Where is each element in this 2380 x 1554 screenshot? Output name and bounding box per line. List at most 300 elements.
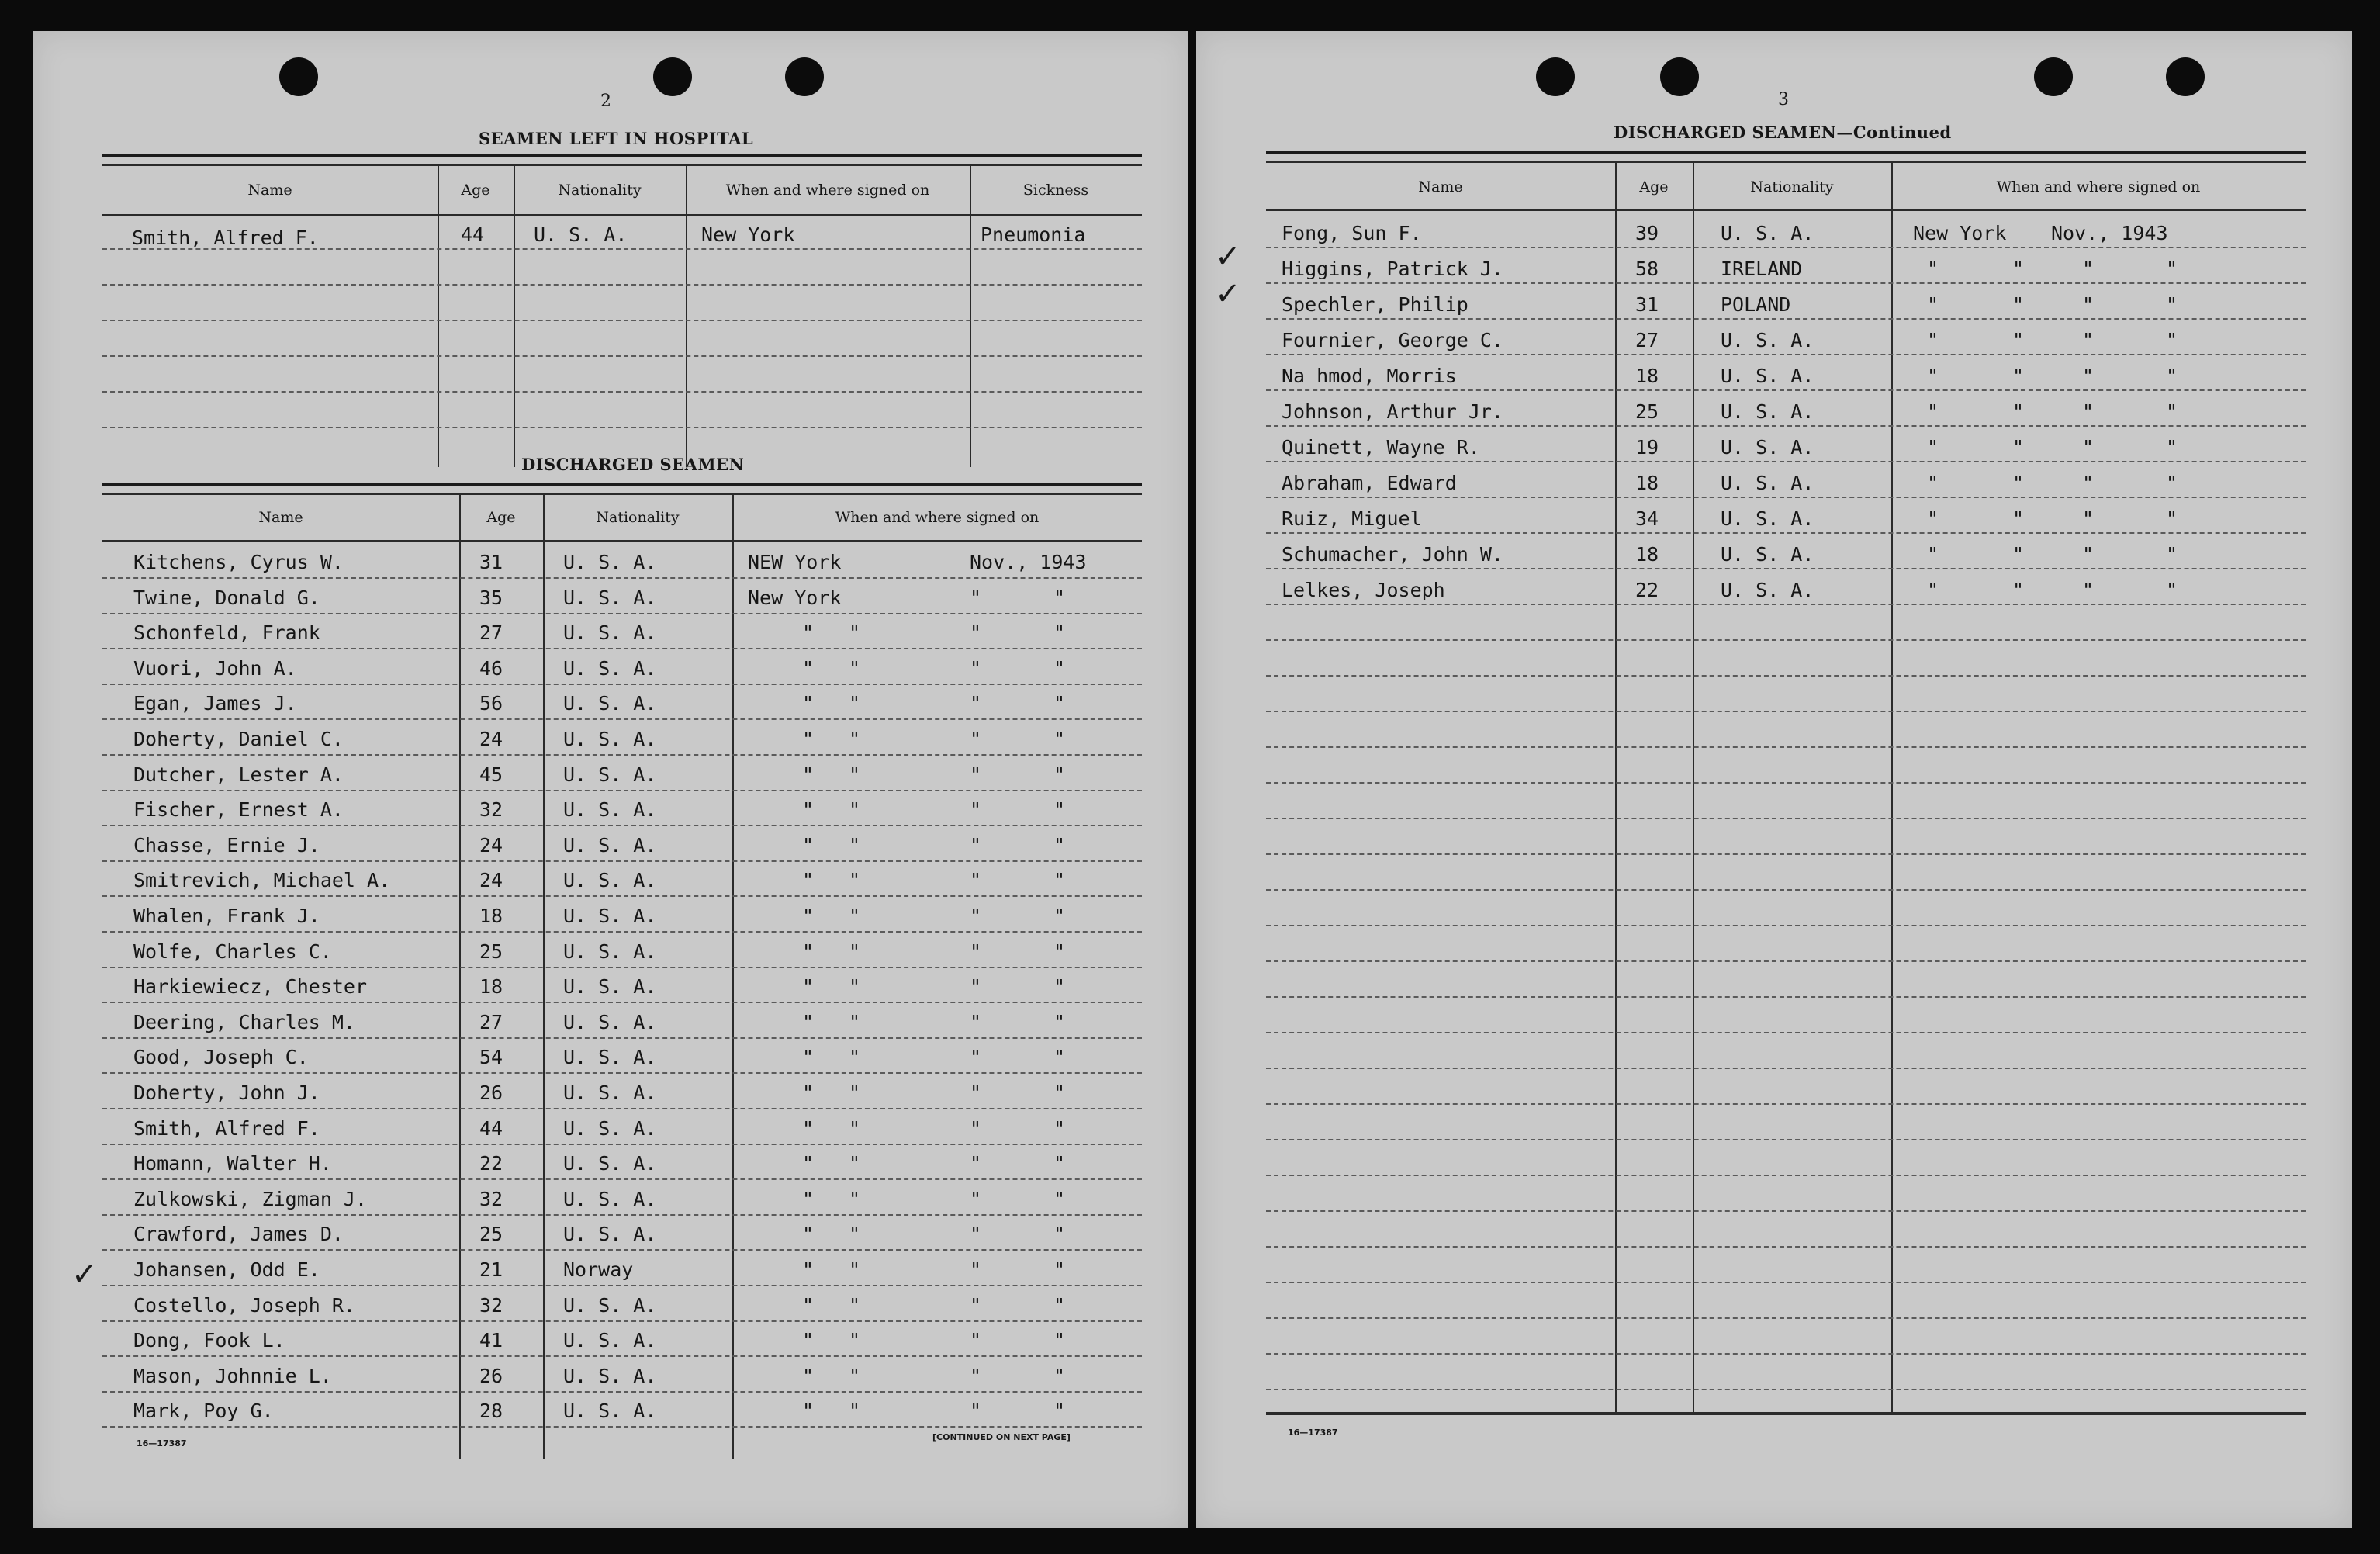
signed-on-entry: ": [970, 833, 982, 857]
seaman-age: 54: [479, 1046, 503, 1069]
seaman-age: 24: [479, 869, 503, 892]
signed-on-entry: ": [2082, 258, 2095, 280]
table-header-rule: [102, 493, 1142, 495]
row-line: [102, 1178, 1142, 1180]
header-name: Name: [247, 182, 292, 199]
row-line: [1266, 247, 2306, 248]
seaman-nationality: U. S. A.: [563, 586, 657, 609]
signed-on-entry: ": [1927, 507, 1939, 530]
seaman-age: 18: [1635, 543, 1659, 566]
hospital-nationality: U. S. A.: [534, 223, 628, 246]
seaman-name: Twine, Donald G.: [133, 586, 320, 609]
signed-on-entry: ": [970, 692, 982, 715]
signed-on-entry: ": [970, 1364, 982, 1387]
seaman-nationality: U. S. A.: [1721, 472, 1814, 494]
signed-on-entry: ": [802, 869, 815, 892]
signed-on-entry: ": [802, 1116, 815, 1140]
row-line: [102, 860, 1142, 862]
table-header-rule: [102, 540, 1142, 542]
signed-on-entry: ": [849, 1082, 861, 1104]
seaman-age: 32: [479, 1187, 503, 1210]
seaman-age: 39: [1635, 222, 1659, 244]
seaman-age: 44: [479, 1116, 503, 1140]
signed-on-entry: ": [970, 1010, 982, 1033]
signed-on-entry: ": [1053, 940, 1066, 963]
seaman-age: 26: [479, 1364, 503, 1387]
signed-on-entry: ": [2166, 543, 2178, 566]
column-divider: [438, 164, 439, 467]
signed-on-entry: ": [1927, 579, 1939, 601]
seaman-nationality: U. S. A.: [563, 656, 657, 680]
row-line: [1266, 568, 2306, 569]
seaman-nationality: U. S. A.: [563, 1223, 657, 1246]
row-line: [102, 391, 1142, 393]
seaman-age: 24: [479, 833, 503, 857]
top-rule: [1266, 151, 2306, 154]
row-line: [1266, 1175, 2306, 1176]
signed-on-entry: ": [802, 1364, 815, 1387]
signed-on-entry: ": [970, 1116, 982, 1140]
row-line: [1266, 1353, 2306, 1355]
seaman-nationality: POLAND: [1721, 293, 1791, 316]
seaman-nationality: U. S. A.: [1721, 507, 1814, 530]
signed-on-entry: ": [970, 869, 982, 892]
hospital-title: SEAMEN LEFT IN HOSPITAL: [479, 129, 754, 148]
header-name: Name: [258, 509, 303, 526]
header-signed: When and where signed on: [1996, 178, 2201, 196]
signed-on-entry: ": [970, 1082, 982, 1104]
signed-on-entry: ": [1053, 1187, 1066, 1210]
seaman-name: Good, Joseph C.: [133, 1046, 309, 1069]
table-header-rule: [102, 214, 1142, 216]
top-rule: [102, 154, 1142, 157]
page-number: 3: [1778, 90, 1789, 109]
signed-on-entry: ": [1053, 1258, 1066, 1281]
signed-on-entry: ": [2012, 436, 2025, 459]
form-number: 16—17387: [1288, 1428, 1338, 1438]
seaman-age: 41: [479, 1329, 503, 1352]
signed-on-entry: ": [849, 1116, 861, 1140]
signed-on-entry: ": [2166, 579, 2178, 601]
row-line: [102, 1072, 1142, 1074]
signed-on-entry: ": [1927, 329, 1939, 351]
seaman-age: 22: [479, 1152, 503, 1175]
column-divider: [732, 493, 734, 1459]
row-line: [102, 718, 1142, 720]
signed-on-entry: ": [1053, 1364, 1066, 1387]
seaman-name: Doherty, Daniel C.: [133, 728, 344, 750]
seaman-nationality: U. S. A.: [563, 551, 657, 573]
seaman-nationality: U. S. A.: [563, 905, 657, 927]
seaman-nationality: Norway: [563, 1258, 634, 1281]
seaman-name: Mason, Johnnie L.: [133, 1364, 332, 1387]
signed-on-entry: ": [802, 621, 815, 645]
seaman-nationality: U. S. A.: [1721, 222, 1814, 244]
signed-on-entry: NEW York: [748, 551, 842, 573]
signed-on-entry: ": [970, 940, 982, 963]
seaman-name: Mark, Poy G.: [133, 1400, 274, 1423]
seaman-age: 31: [479, 551, 503, 573]
signed-on-entry: ": [849, 692, 861, 715]
seaman-age: 19: [1635, 436, 1659, 459]
seaman-age: 27: [1635, 329, 1659, 351]
seaman-nationality: U. S. A.: [563, 1046, 657, 1069]
signed-on-entry: ": [1927, 258, 1939, 280]
seaman-name: Abraham, Edward: [1282, 472, 1457, 494]
signed-on-entry: ": [849, 1329, 861, 1352]
signed-on-entry: ": [802, 656, 815, 680]
signed-on-entry: ": [970, 586, 982, 609]
seaman-nationality: U. S. A.: [563, 1116, 657, 1140]
signed-on-entry: ": [1053, 586, 1066, 609]
continued-title: DISCHARGED SEAMEN—Continued: [1614, 123, 1952, 142]
row-line: [102, 1002, 1142, 1003]
seaman-nationality: U. S. A.: [563, 1400, 657, 1423]
seaman-name: Fischer, Ernest A.: [133, 798, 344, 822]
signed-on-entry: ": [2082, 293, 2095, 316]
signed-on-entry: ": [2166, 472, 2178, 494]
signed-on-entry: ": [849, 763, 861, 786]
signed-on-entry: ": [970, 621, 982, 645]
hospital-age: 44: [461, 223, 485, 246]
signed-on-entry: ": [802, 692, 815, 715]
signed-on-entry: ": [1927, 400, 1939, 423]
hospital-sickness: Pneumonia: [981, 223, 1086, 246]
seaman-name: Whalen, Frank J.: [133, 905, 320, 927]
seaman-age: 18: [1635, 365, 1659, 387]
signed-on-entry: ": [1053, 1400, 1066, 1423]
signed-on-entry: ": [970, 1152, 982, 1175]
signed-on-entry: ": [2012, 258, 2025, 280]
row-line: [1266, 1389, 2306, 1390]
row-line: [1266, 818, 2306, 819]
signed-on-entry: ": [970, 1046, 982, 1069]
signed-on-entry: ": [1053, 1152, 1066, 1175]
row-line: [1266, 1210, 2306, 1212]
row-line: [102, 754, 1142, 756]
right-page: [1196, 31, 2352, 1528]
row-line: [102, 1320, 1142, 1322]
signed-on-entry: ": [802, 1010, 815, 1033]
signed-on-entry: New York: [1913, 222, 2007, 244]
signed-on-entry: ": [970, 1400, 982, 1423]
signed-on-entry: ": [1053, 1223, 1066, 1246]
signed-on-entry: ": [849, 728, 861, 750]
signed-on-entry: ": [2082, 507, 2095, 530]
seaman-name: Lelkes, Joseph: [1282, 579, 1445, 601]
signed-on-entry: ": [802, 1152, 815, 1175]
row-line: [1266, 1139, 2306, 1140]
seaman-nationality: U. S. A.: [563, 1152, 657, 1175]
seaman-age: 46: [479, 656, 503, 680]
seaman-age: 25: [479, 940, 503, 963]
punch-hole: [2034, 57, 2073, 96]
row-line: [102, 320, 1142, 321]
seaman-nationality: U. S. A.: [563, 833, 657, 857]
header-age: Age: [486, 509, 516, 526]
signed-on-entry: ": [802, 1082, 815, 1104]
row-line: [102, 577, 1142, 579]
signed-on-entry: ": [1053, 869, 1066, 892]
signed-on-entry: ": [802, 940, 815, 963]
signed-on-entry: ": [2012, 329, 2025, 351]
signed-on-entry: ": [1927, 365, 1939, 387]
signed-on-entry: ": [2166, 329, 2178, 351]
signed-on-entry: ": [2082, 329, 2095, 351]
signed-on-entry: ": [849, 798, 861, 822]
signed-on-entry: ": [802, 763, 815, 786]
row-line: [1266, 389, 2306, 391]
header-name: Name: [1418, 178, 1463, 196]
seaman-name: Fong, Sun F.: [1282, 222, 1422, 244]
seaman-nationality: U. S. A.: [563, 728, 657, 750]
row-line: [1266, 425, 2306, 427]
header-age: Age: [461, 182, 490, 199]
signed-on-entry: ": [802, 728, 815, 750]
signed-on-entry: ": [849, 975, 861, 999]
row-line: [102, 1037, 1142, 1039]
row-line: [102, 613, 1142, 614]
column-divider: [1693, 161, 1694, 1412]
signed-on-entry: ": [970, 975, 982, 999]
signed-on-entry: ": [802, 1400, 815, 1423]
row-line: [1266, 711, 2306, 712]
punch-hole: [785, 57, 824, 96]
signed-on-entry: ": [2166, 507, 2178, 530]
signed-on-entry: ": [849, 1258, 861, 1281]
seaman-age: 18: [479, 905, 503, 927]
seaman-name: Costello, Joseph R.: [133, 1293, 355, 1317]
row-line: [102, 1108, 1142, 1109]
seaman-name: Doherty, John J.: [133, 1082, 320, 1104]
signed-on-entry: ": [970, 763, 982, 786]
seaman-name: Vuori, John A.: [133, 656, 297, 680]
row-line: [102, 427, 1142, 428]
seaman-age: 32: [479, 1293, 503, 1317]
seaman-nationality: U. S. A.: [1721, 400, 1814, 423]
continued-note: [CONTINUED ON NEXT PAGE]: [932, 1432, 1071, 1442]
row-line: [102, 825, 1142, 826]
signed-on-entry: ": [970, 1187, 982, 1210]
row-line: [1266, 354, 2306, 355]
signed-on-entry: ": [849, 656, 861, 680]
signed-on-entry: ": [2012, 365, 2025, 387]
row-line: [1266, 675, 2306, 677]
hospital-name: Smith, Alfred F.: [132, 227, 319, 249]
signed-on-entry: ": [970, 905, 982, 927]
seaman-age: 32: [479, 798, 503, 822]
row-line: [102, 1355, 1142, 1357]
signed-on-entry: ": [849, 1293, 861, 1317]
row-line: [1266, 1068, 2306, 1069]
signed-on-entry: New York: [748, 586, 842, 609]
signed-on-entry: ": [849, 1010, 861, 1033]
signed-on-entry: ": [970, 798, 982, 822]
header-sickness: Sickness: [1022, 182, 1089, 199]
punch-hole: [2166, 57, 2205, 96]
seaman-nationality: U. S. A.: [563, 1364, 657, 1387]
discharged-continued-table: [1266, 161, 2306, 1415]
row-line: [1266, 1317, 2306, 1319]
seaman-name: Ruiz, Miguel: [1282, 507, 1422, 530]
seaman-nationality: U. S. A.: [563, 869, 657, 892]
seaman-name: Johansen, Odd E.: [133, 1258, 320, 1281]
seaman-name: Wolfe, Charles C.: [133, 940, 332, 963]
row-line: [1266, 532, 2306, 534]
seaman-age: 24: [479, 728, 503, 750]
column-divider: [686, 164, 687, 467]
header-nationality: Nationality: [558, 182, 642, 199]
row-line: [1266, 1246, 2306, 1248]
row-line: [102, 1391, 1142, 1393]
seaman-age: 21: [479, 1258, 503, 1281]
seaman-name: Homann, Walter H.: [133, 1152, 332, 1175]
signed-on-entry: ": [849, 1400, 861, 1423]
row-line: [1266, 604, 2306, 605]
signed-on-entry: ": [849, 869, 861, 892]
signed-on-entry: ": [802, 1187, 815, 1210]
seaman-age: 18: [479, 975, 503, 999]
seaman-nationality: U. S. A.: [563, 621, 657, 645]
signed-on-entry: ": [2082, 365, 2095, 387]
signed-on-entry: ": [802, 1293, 815, 1317]
seaman-age: 58: [1635, 258, 1659, 280]
table-header-rule: [102, 164, 1142, 166]
seaman-nationality: U. S. A.: [563, 798, 657, 822]
signed-on-entry: ": [1053, 656, 1066, 680]
signed-on-entry: ": [1053, 1082, 1066, 1104]
discharged-title: DISCHARGED SEAMEN: [521, 455, 745, 474]
signed-on-entry: ": [1053, 798, 1066, 822]
row-line: [1266, 1032, 2306, 1033]
row-line: [102, 355, 1142, 357]
row-line: [1266, 639, 2306, 641]
seaman-age: 18: [1635, 472, 1659, 494]
signed-on-entry: ": [2082, 579, 2095, 601]
signed-on-entry: ": [849, 1046, 861, 1069]
seaman-nationality: U. S. A.: [563, 1329, 657, 1352]
seaman-nationality: U. S. A.: [563, 1187, 657, 1210]
page-number: 2: [600, 92, 611, 111]
column-divider: [970, 164, 971, 467]
signed-on-entry: ": [1053, 1293, 1066, 1317]
row-line: [1266, 889, 2306, 891]
signed-on-entry: ": [1927, 543, 1939, 566]
signed-on-entry: ": [2082, 400, 2095, 423]
signed-on-entry: ": [2012, 579, 2025, 601]
punch-hole: [1660, 57, 1699, 96]
seaman-name: Dong, Fook L.: [133, 1329, 285, 1352]
seaman-name: Fournier, George C.: [1282, 329, 1503, 351]
row-line: [1266, 318, 2306, 320]
seaman-age: 27: [479, 621, 503, 645]
signed-on-entry: ": [849, 833, 861, 857]
discharged-table: [102, 493, 1142, 1459]
signed-on-entry: Nov., 1943: [2051, 222, 2168, 244]
seaman-name: Chasse, Ernie J.: [133, 833, 320, 857]
form-number: 16—17387: [137, 1438, 187, 1448]
column-divider: [1891, 161, 1893, 1412]
row-line: [1266, 960, 2306, 962]
hospital-table: [102, 164, 1142, 467]
column-divider: [1615, 161, 1617, 1412]
signed-on-entry: ": [1053, 905, 1066, 927]
signed-on-entry: ": [802, 975, 815, 999]
signed-on-entry: ": [2166, 400, 2178, 423]
seaman-nationality: U. S. A.: [1721, 579, 1814, 601]
row-line: [1266, 925, 2306, 926]
signed-on-entry: ": [802, 798, 815, 822]
signed-on-entry: ": [849, 905, 861, 927]
seaman-name: Johnson, Arthur Jr.: [1282, 400, 1503, 423]
row-line: [1266, 853, 2306, 855]
seaman-name: Spechler, Philip: [1282, 293, 1468, 316]
check-mark: ✓: [71, 1257, 98, 1293]
header-signed: When and where signed on: [725, 182, 930, 199]
signed-on-entry: ": [2166, 293, 2178, 316]
seaman-name: Schonfeld, Frank: [133, 621, 320, 645]
signed-on-entry: ": [849, 1152, 861, 1175]
signed-on-entry: ": [849, 1187, 861, 1210]
signed-on-entry: ": [970, 1223, 982, 1246]
signed-on-entry: ": [1053, 763, 1066, 786]
seaman-name: Crawford, James D.: [133, 1223, 344, 1246]
seaman-name: Zulkowski, Zigman J.: [133, 1187, 368, 1210]
signed-on-entry: ": [1053, 1116, 1066, 1140]
seaman-name: Dutcher, Lester A.: [133, 763, 344, 786]
header-nationality: Nationality: [1750, 178, 1834, 196]
seaman-nationality: U. S. A.: [563, 763, 657, 786]
seaman-nationality: U. S. A.: [563, 692, 657, 715]
signed-on-entry: ": [2012, 472, 2025, 494]
section-rule: [102, 483, 1142, 486]
signed-on-entry: ": [802, 833, 815, 857]
seaman-name: Smith, Alfred F.: [133, 1116, 320, 1140]
row-line: [102, 1144, 1142, 1145]
seaman-nationality: U. S. A.: [563, 1082, 657, 1104]
signed-on-entry: ": [970, 1258, 982, 1281]
seaman-nationality: U. S. A.: [563, 1010, 657, 1033]
seaman-age: 25: [1635, 400, 1659, 423]
signed-on-entry: ": [802, 1329, 815, 1352]
seaman-nationality: U. S. A.: [1721, 329, 1814, 351]
signed-on-entry: ": [970, 656, 982, 680]
row-line: [102, 967, 1142, 968]
signed-on-entry: ": [2012, 543, 2025, 566]
row-line: [1266, 1103, 2306, 1105]
seaman-name: Egan, James J.: [133, 692, 297, 715]
row-line: [1266, 746, 2306, 748]
signed-on-entry: ": [1053, 1046, 1066, 1069]
signed-on-entry: ": [2082, 543, 2095, 566]
header-signed: When and where signed on: [835, 509, 1040, 526]
seaman-name: Kitchens, Cyrus W.: [133, 551, 344, 573]
seaman-name: Schumacher, John W.: [1282, 543, 1503, 566]
row-line: [102, 895, 1142, 897]
signed-on-entry: ": [1927, 472, 1939, 494]
punch-hole: [279, 57, 318, 96]
row-line: [102, 1249, 1142, 1251]
row-line: [102, 790, 1142, 791]
row-line: [102, 1426, 1142, 1428]
row-line: [1266, 497, 2306, 498]
column-divider: [543, 493, 545, 1459]
signed-on-entry: ": [970, 1293, 982, 1317]
row-line: [1266, 1282, 2306, 1283]
row-line: [102, 648, 1142, 649]
signed-on-entry: ": [1053, 833, 1066, 857]
seaman-age: 45: [479, 763, 503, 786]
